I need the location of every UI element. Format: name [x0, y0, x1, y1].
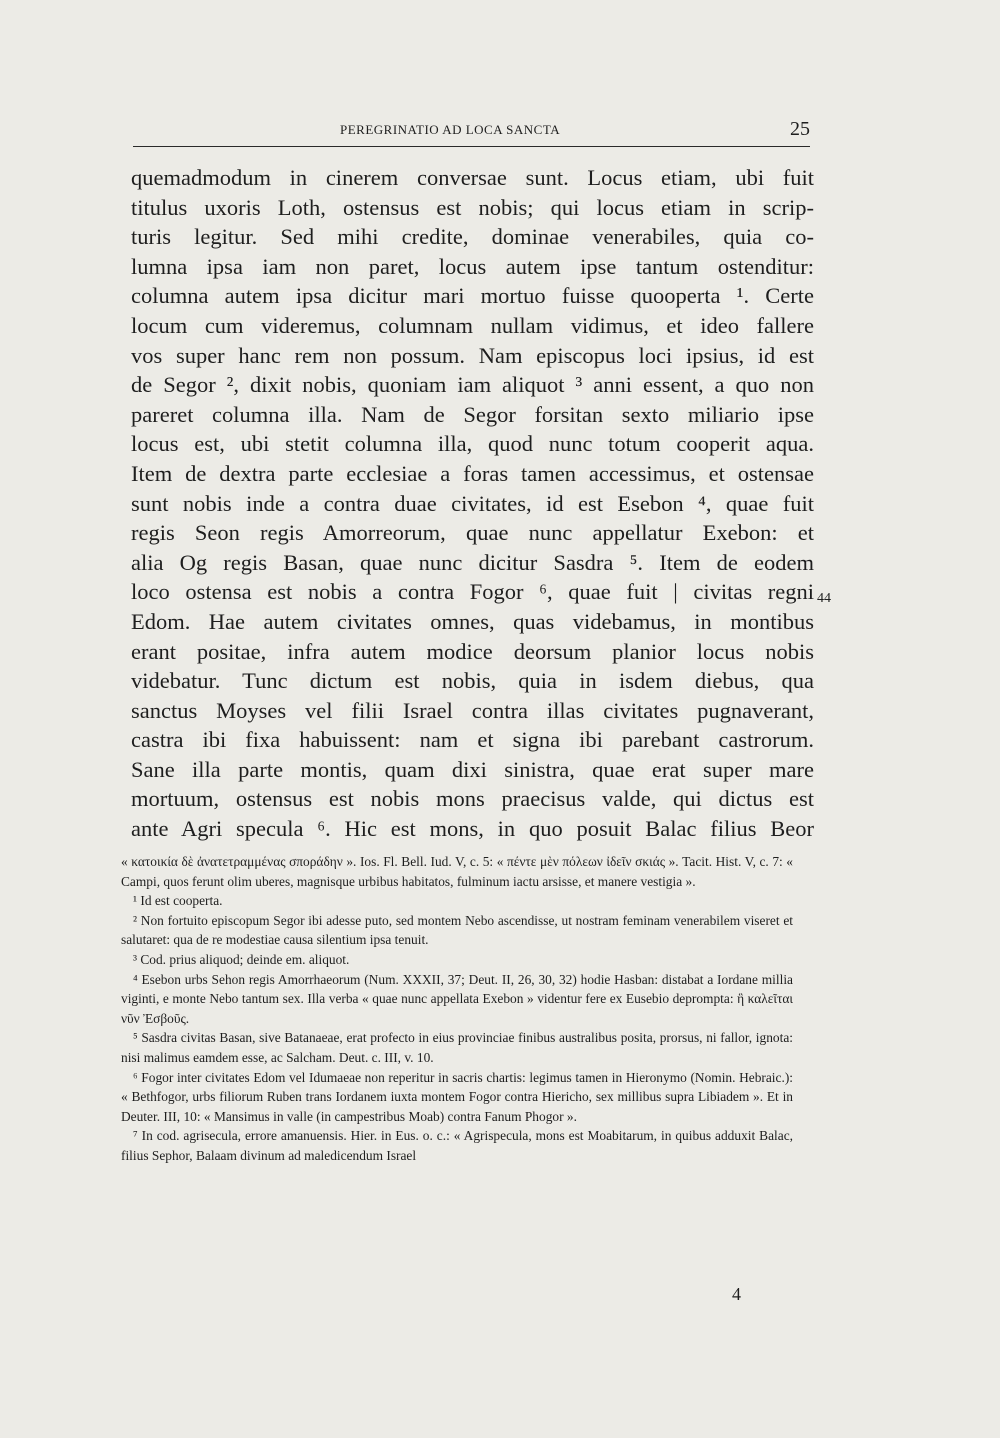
- footnotes: [121, 852, 793, 1166]
- text-line: pareret columna illa. Nam de Segor forsitan sexto miliario ipse: [131, 401, 814, 427]
- signature-mark: 4: [732, 1284, 741, 1304]
- text-line: sanctus Moyses vel filii Israel contra illas civitates pugnaverant,: [131, 697, 814, 723]
- text-line: Item de dextra parte ecclesiae a foras tamen accessimus, et ostensae: [131, 460, 814, 486]
- footnote: ² Non fortuito episcopum Segor ibi adesse puto, sed montem Nebo ascendisse, ut nostram feminam venerabilem viseret et salutaret: qua de re modestiae causa silentium ipsa tenuit.: [121, 912, 793, 948]
- running-header: [133, 118, 810, 147]
- footnote: ⁶ Fogor inter civitates Edom vel Idumaeae non reperitur in sacris chartis: legimus tamen in Hieronymo (Nomin. Hebraic.): « Bethfogor, urbs filiorum Ruben trans Iordanem iuxta montem Fogor contra Hiericho, sex millibus supra Libiadem ». Et in Deuter. III, 10: « Mansimus in valle (in campestribus Moab) contra Fanum Phogor ».: [121, 1069, 793, 1124]
- text-line: turis legitur. Sed mihi credite, dominae venerabiles, quia co-: [131, 224, 814, 250]
- text-line: videbatur. Tunc dictum est nobis, quia in isdem diebus, qua: [131, 668, 814, 694]
- text-line: de Segor ², dixit nobis, quoniam iam aliquot ³ anni essent, a quo non: [131, 372, 814, 398]
- text-line: Edom. Hae autem civitates omnes, quas videbamus, in montibus: [131, 608, 814, 634]
- text-line: vos super hanc rem non possum. Nam episcopus loci ipsius, id est: [131, 342, 814, 368]
- text-line: locus est, ubi stetit columna illa, quod nunc totum cooperit aqua.: [131, 431, 814, 457]
- running-title: PEREGRINATIO AD LOCA SANCTA: [340, 122, 561, 137]
- text-line: regis Seon regis Amorreorum, quae nunc appellatur Exebon: et: [131, 520, 814, 546]
- page-number: 25: [790, 118, 810, 140]
- text-line: loco ostensa est nobis a contra Fogor ⁶, quae fuit | civitas regni: [131, 579, 814, 605]
- text-line: mortuum, ostensus est nobis mons praecisus valde, qui dictus est: [131, 786, 814, 812]
- margin-folio-number: 44: [817, 591, 831, 606]
- text-line: Sane illa parte montis, quam dixi sinistra, quae erat super mare: [131, 756, 814, 782]
- text-line: sunt nobis inde a contra duae civitates, id est Esebon ⁴, quae fuit: [131, 490, 814, 516]
- footnote: ⁷ In cod. agrisecula, errore amanuensis. Hier. in Eus. o. c.: « Agrispecula, mons est Moabitarum, in quibus adduxit Balac, filius Sephor, Balaam divinum ad maledicendum Israel: [121, 1128, 793, 1163]
- text-line: castra ibi fixa habuissent: nam et signa ibi parebant castrorum.: [131, 727, 814, 753]
- text-line: alia Og regis Basan, quae nunc dicitur Sasdra ⁵. Item de eodem: [131, 549, 814, 575]
- text-line: titulus uxoris Loth, ostensus est nobis; qui locus etiam in scrip-: [131, 194, 814, 220]
- text-line: erant positae, infra autem modice deorsum planior locus nobis: [131, 638, 814, 664]
- text-line: lumna ipsa iam non paret, locus autem ipse tantum ostenditur:: [131, 253, 814, 279]
- main-text: [131, 163, 814, 844]
- text-line: ante Agri specula ⁶. Hic est mons, in quo posuit Balac filius Beor: [131, 816, 814, 842]
- text-line: columna autem ipsa dicitur mari mortuo fuisse quooperta ¹. Certe: [131, 283, 814, 309]
- footnote: « κατοικία δὲ ἀνατετραμμένας σποράδην ». Ios. Fl. Bell. Iud. V, c. 5: « πέντε μὲν πόλεων ἰδεῖν σκιάς ». Tacit. Hist. V, c. 7: « Campi, quos ferunt olim uberes, magnisque urbibus habitatos, fulminum iactu arsisse, et manere vestigia ».: [121, 854, 793, 889]
- text-line: quemadmodum in cinerem conversae sunt. Locus etiam, ubi fuit: [131, 165, 814, 190]
- footnote: ³ Cod. prius aliquod; deinde em. aliquot.: [133, 951, 350, 967]
- text-line: locum cum videremus, columnam nullam vidimus, et ideo fallere: [131, 312, 814, 338]
- footnote: ⁴ Esebon urbs Sehon regis Amorrhaeorum (Num. XXXII, 37; Deut. II, 26, 30, 32) hodie Hasban: distabat a Iordane millia viginti, e monte Nebo tantum sex. Illa verba « quae nunc appellata Exebon » videntur fere ex Eusebio deprompta: ἣ καλεῖται νῦν Ἐσβοῦς.: [121, 971, 793, 1026]
- footnote: ⁵ Sasdra civitas Basan, sive Batanaeae, erat profecto in eius provinciae finibus australibus posita, prorsus, ni fallor, ignota: nisi malimus eamdem esse, ac Salcham. Deut. c. III, v. 10.: [121, 1030, 793, 1065]
- footnote: ¹ Id est cooperta.: [133, 893, 223, 909]
